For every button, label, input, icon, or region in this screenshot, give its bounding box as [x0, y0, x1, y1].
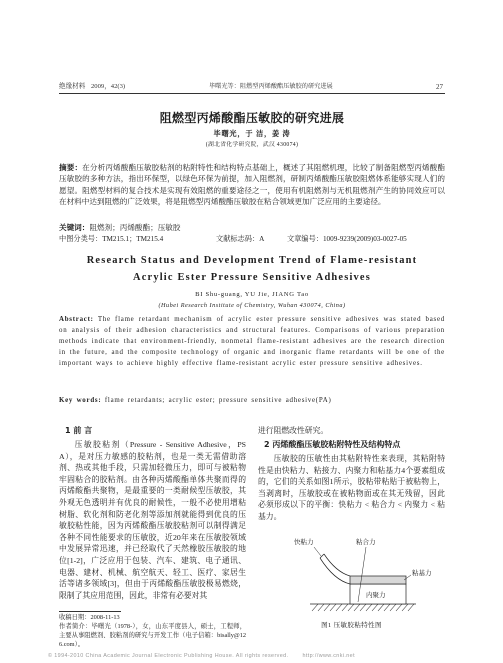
clc-number: 中图分类号：TM215.1；TM215.4 — [59, 235, 164, 243]
paper-title-en-line1: Research Status and Development Trend of Flame-resistant — [86, 255, 418, 266]
section-1-heading: 1 前 言 — [65, 426, 93, 435]
hatch-line — [366, 604, 372, 611]
keywords-en-label: Key words: — [59, 397, 102, 404]
backing-layer — [350, 576, 406, 584]
footer-url: http://www.cnki.net — [302, 653, 355, 659]
paper-title-cn: 阻燃型丙烯酸酯压敏胶的研究进展 — [159, 111, 345, 125]
peel-edge — [320, 554, 324, 558]
hatch-line — [390, 604, 396, 611]
hatch-line — [384, 604, 390, 611]
hatch-line — [408, 604, 414, 611]
page-number: 27 — [436, 83, 443, 91]
section-1-body: 压敏胶粘剂（Pressure - Sensitive Adhesive，PSA），是对压力敏感的胶粘剂，也是一类无需借助溶剂、热或其他手段，只需加轻微压力，即可与被粘物牢固粘合的胶粘剂。由各种丙烯酸酯单体共聚而得的丙烯酸酯共聚物，是最重要的一类耐候型压敏胶，其外观无色透明并有优良的耐候性，一般不必使用增粘树脂、软化剂和防老化剂等添加剂就能得到优良的压敏胶粘性能，因为丙烯酸酯压敏胶粘剂可以制得满足各种不同性能要求的压敏胶，近20年来在压敏胶领域中发展异常迅速，并已经取代了天然橡胶压敏胶的地位[1-2]，广泛应用于包装、汽车、建筑、电子通讯、电器、建材、机械、航空航天、轻工、医疗、家居生活等诸多领域[3]，但由于丙烯酸酯压敏胶极易燃烧，限制了其应用范围，因此，非常有必要对其 — [59, 440, 246, 600]
hatch-line — [318, 604, 324, 611]
hatch-line — [342, 604, 348, 611]
peeled-adhesive — [320, 558, 350, 584]
hatch-line — [396, 604, 402, 611]
paper-title-en-line2: Acrylic Ester Pressure Sensitive Adhesives — [133, 272, 371, 283]
figure-label-cohesion: 内聚力 — [366, 591, 386, 599]
hatch-line — [312, 604, 318, 611]
abstract-en-text: The flame retardant mechanism of acrylic ester pressure sensitive adhesives was stated based on analysis of their adhesion characteristics and structural features. Comparisons of various preparation methods indicate that environment-friendly, nonmetal flame-resistant adhesives are the research direction in the future, and the composite technology of organic and inorganic flame retardants will be one of the important ways to achieve highly effective flame-resistant acrylic ester pressure sensitive adhesives. — [59, 316, 445, 367]
hatch-line — [354, 604, 360, 611]
document-code: 文献标志码：A — [216, 235, 265, 243]
author-bio: 作者简介：毕曙光（1978-），女，山东平度县人，硕士，工程师，主要从事阻燃剂、胶粘剂的研究与开发工作（电子信箱：bisally@126.com）。 — [59, 623, 246, 649]
running-title: 毕曙光等：阻燃型丙烯酸酯压敏胶的研究进展 — [209, 83, 333, 90]
peeled-backing — [324, 554, 350, 576]
keywords-en — [59, 395, 445, 406]
tack-leader — [314, 547, 321, 556]
abstract-cn-text: 在分析丙烯酸酯压敏胶粘剂的粘附特性和结构特点基础上，概述了其阻燃机理，比较了制备阻燃型丙烯酸酯压敏胶的多种方法，指出环保型，以绿色环保为前提，加入阻燃剂，研制丙烯酸酯压敏胶阻燃体系能够实现人们的愿望。阻燃型材料的复合技术是实现有效阻燃的重要途径之一，使用有机阻燃剂与无机阻燃剂产生的协同效应可以在材料中达到阻燃的广泛效果，将是阻燃型丙烯酸酯压敏胶在粘合领域更加广泛应用的主要途径。 — [59, 163, 445, 207]
hatch-line — [348, 604, 354, 611]
footnote-rule — [59, 611, 121, 612]
affiliation-en: (Hubei Research Institute of Chemistry, Wuhan 430074, China) — [158, 302, 346, 309]
abstract-cn — [59, 162, 445, 220]
figure-label-anchorage: 粘基力 — [412, 569, 432, 577]
affiliation-cn: (湖北省化学研究院，武汉 430074) — [205, 142, 299, 148]
substrate-hatch — [312, 604, 414, 611]
abstract-en — [59, 314, 445, 392]
hatch-line — [372, 604, 378, 611]
figure-label-adhesion: 粘合力 — [356, 538, 376, 546]
keywords-cn-text: 阻燃剂；丙烯酸酯；压敏胶 — [89, 223, 181, 232]
classification-line — [59, 234, 445, 245]
journal-issue: 2009，42(3) — [91, 83, 126, 90]
hatch-line — [402, 604, 408, 611]
authors-en: BI Shu-guang, YU Jie, JIANG Tao — [195, 291, 309, 298]
figure-label-tack: 快粘力 — [294, 538, 314, 546]
hatch-line — [378, 604, 384, 611]
article-number: 文章编号：1009-9239(2009)03-0027-05 — [287, 235, 407, 243]
authors-cn: 毕曙光，于 洁，姜 涛 — [213, 130, 291, 138]
hatch-line — [330, 604, 336, 611]
section-2-body: 压敏胶的压敏性由其粘附特性来表现，其粘附特性是由快粘力、粘接力、内聚力和粘基力4个要素组成的，它们的关系如图1所示，胶粘带粘贴于被粘物上，当剥离时，压敏胶或在被粘物面或在其无残留，因此必须形成以下的平衡：快粘力 < 粘合力 < 内聚力 < 粘基力。 — [258, 454, 445, 521]
running-header — [59, 81, 445, 94]
hatch-line — [336, 604, 342, 611]
journal-name: 绝缘材料 — [59, 83, 86, 90]
keywords-cn-label: 关键词： — [59, 223, 90, 232]
copyright-text: © 1994-2010 China Academic Journal Electronic Publishing House. All rights reserved. — [48, 653, 289, 659]
keywords-cn — [59, 222, 445, 233]
keywords-en-text: flame retardants; acrylic ester; pressure sensitive adhesive(PA) — [104, 397, 332, 404]
figure-1-caption: 图1 压敏胶粘特性图 — [321, 622, 382, 629]
figure-1-diagram — [258, 530, 445, 618]
abstract-cn-label: 摘要： — [59, 163, 83, 172]
section-2-heading: 2 丙烯酸酯压敏胶粘附特性及结构特点 — [264, 440, 401, 449]
copyright-footer — [48, 652, 355, 660]
abstract-en-label: Abstract: — [59, 316, 94, 323]
hatch-line — [324, 604, 330, 611]
received-date: 收稿日期：2008-11-13 — [59, 614, 120, 621]
hatch-line — [360, 604, 366, 611]
section-1-continuation: 进行阻燃改性研究。 — [258, 426, 329, 435]
